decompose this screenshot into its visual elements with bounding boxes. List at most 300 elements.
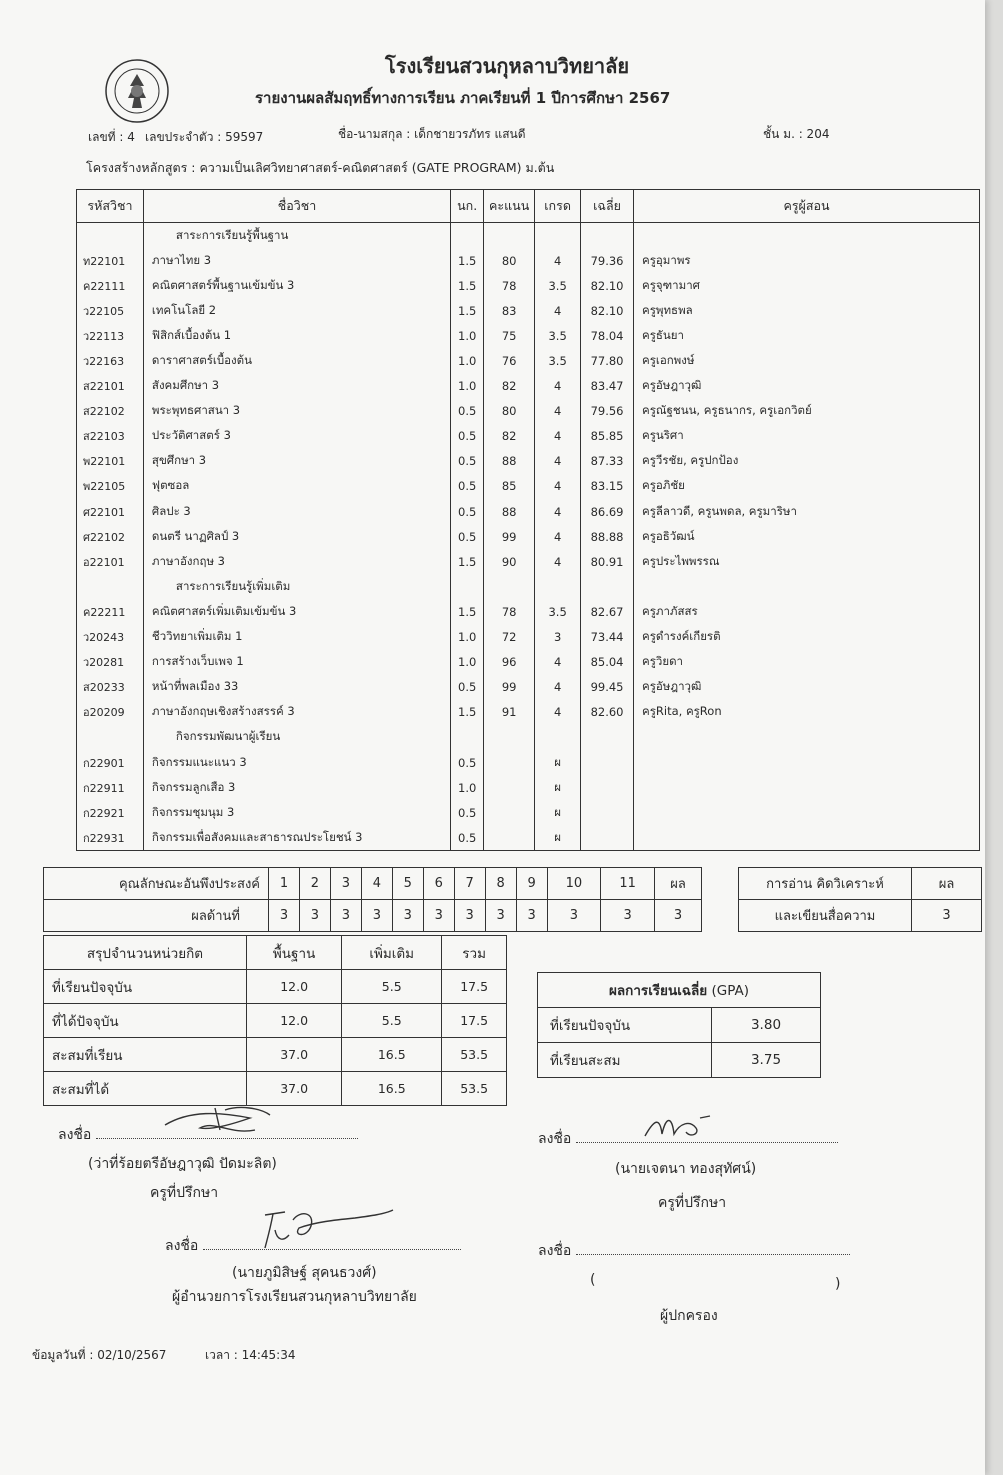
- subject-avg: 83.47: [581, 374, 634, 399]
- col-credit: นก.: [451, 190, 484, 223]
- subject-teacher: [634, 825, 980, 851]
- subject-score: 91: [484, 700, 535, 725]
- credit-value: 53.5: [442, 1038, 507, 1072]
- trait-result: 3: [361, 900, 392, 932]
- empty-cell: [77, 725, 144, 750]
- subject-row: [77, 424, 980, 449]
- student-number: เลขที่ : 4: [88, 130, 135, 144]
- signature-advisor2-icon: [640, 1108, 740, 1144]
- trait-result: 3: [330, 900, 361, 932]
- subject-code: อ20209: [77, 700, 144, 725]
- traits-overall: 3: [655, 900, 702, 932]
- subject-credit: 1.5: [451, 273, 484, 298]
- subject-score: [484, 750, 535, 775]
- empty-cell: [484, 725, 535, 750]
- credit-value: 17.5: [442, 970, 507, 1004]
- subject-avg: 82.60: [581, 700, 634, 725]
- subject-avg: 82.10: [581, 273, 634, 298]
- category-row: [77, 725, 980, 750]
- credit-value: 12.0: [247, 970, 342, 1004]
- category-row: [77, 223, 980, 249]
- gpa-title: [538, 973, 821, 1008]
- subject-teacher: ครูวิยดา: [634, 650, 980, 675]
- subject-credit: 1.0: [451, 348, 484, 373]
- col-teacher: ครูผู้สอน: [634, 190, 980, 223]
- subject-grade: 3: [535, 625, 581, 650]
- desired-traits-table: [43, 867, 702, 932]
- subject-row: [77, 650, 980, 675]
- subject-grade: 4: [535, 675, 581, 700]
- data-time: เวลา : 14:45:34: [205, 1348, 296, 1362]
- subject-code: ก22931: [77, 825, 144, 851]
- sign-label: ลงชื่อ: [538, 1243, 572, 1259]
- subject-credit: 0.5: [451, 424, 484, 449]
- subject-avg: 79.56: [581, 399, 634, 424]
- subject-credit: 1.0: [451, 650, 484, 675]
- subject-row: [77, 775, 980, 800]
- subject-grade: 4: [535, 474, 581, 499]
- traits-result-header: ผล: [655, 868, 702, 900]
- director-name: (นายภูมิสิษฐ์ สุคนธวงศ์): [232, 1265, 377, 1281]
- gpa-title-main: ผลการเรียนเฉลี่ย: [609, 983, 708, 999]
- subject-code: พ22105: [77, 474, 144, 499]
- subject-row: [77, 374, 980, 399]
- subject-credit: 0.5: [451, 800, 484, 825]
- trait-number: 7: [454, 868, 485, 900]
- empty-cell: [581, 223, 634, 249]
- credits-header-additional: เพิ่มเติม: [342, 936, 442, 970]
- credits-header-total: รวม: [442, 936, 507, 970]
- subject-avg: 85.04: [581, 650, 634, 675]
- empty-cell: [451, 223, 484, 249]
- reading-result: 3: [912, 900, 982, 932]
- subject-score: 78: [484, 273, 535, 298]
- subject-grade: 4: [535, 298, 581, 323]
- subject-score: 90: [484, 549, 535, 574]
- subject-score: 99: [484, 675, 535, 700]
- subject-score: [484, 825, 535, 851]
- credit-value: 16.5: [342, 1038, 442, 1072]
- trait-result: 3: [485, 900, 516, 932]
- empty-cell: [77, 223, 144, 249]
- subject-avg: 85.85: [581, 424, 634, 449]
- subject-code: ค22111: [77, 273, 144, 298]
- subject-teacher: ครูอัษฎาวุฒิ: [634, 675, 980, 700]
- subject-credit: 1.5: [451, 298, 484, 323]
- category-row: [77, 574, 980, 599]
- subject-score: 96: [484, 650, 535, 675]
- subject-avg: [581, 800, 634, 825]
- report-title: รายงานผลสัมฤทธิ์ทางการเรียน ภาคเรียนที่ 1 ปีการศึกษา 2567: [255, 89, 671, 107]
- traits-results-label: ผลด้านที่: [44, 900, 269, 932]
- director-role: ผู้อำนวยการโรงเรียนสวนกุหลาบวิทยาลัย: [172, 1289, 417, 1305]
- gpa-current-label: ที่เรียนปัจจุบัน: [538, 1008, 712, 1043]
- subject-name: ดาราศาสตร์เบื้องต้น: [143, 348, 450, 373]
- subject-name: กิจกรรมแนะแนว 3: [143, 750, 450, 775]
- subject-row: [77, 825, 980, 851]
- subject-teacher: ครูอธิวัฒน์: [634, 524, 980, 549]
- category-label: กิจกรรมพัฒนาผู้เรียน: [143, 725, 450, 750]
- reading-result-header: ผล: [912, 868, 982, 900]
- subject-name: ฟิสิกส์เบื้องต้น 1: [143, 323, 450, 348]
- advisor1-name: (ว่าที่ร้อยตรีอัษฎาวุฒิ ปัดมะลิต): [88, 1156, 277, 1172]
- empty-cell: [484, 223, 535, 249]
- school-name: โรงเรียนสวนกุหลาบวิทยาลัย: [385, 54, 630, 78]
- credit-row: [44, 970, 507, 1004]
- subject-score: 72: [484, 625, 535, 650]
- subject-score: 82: [484, 374, 535, 399]
- credit-value: 37.0: [247, 1072, 342, 1106]
- subject-teacher: [634, 800, 980, 825]
- gpa-cumulative-label: ที่เรียนสะสม: [538, 1043, 712, 1078]
- subject-grade: 4: [535, 248, 581, 273]
- subject-name: สุขศึกษา 3: [143, 449, 450, 474]
- subject-avg: [581, 825, 634, 851]
- subject-row: [77, 524, 980, 549]
- subject-grade: ผ: [535, 750, 581, 775]
- subject-row: [77, 549, 980, 574]
- subject-row: [77, 348, 980, 373]
- gpa-current-value: 3.80: [712, 1008, 821, 1043]
- subject-row: [77, 399, 980, 424]
- advisor1-role: ครูที่ปรึกษา: [150, 1185, 219, 1201]
- credit-value: 53.5: [442, 1072, 507, 1106]
- subject-teacher: ครูอัษฎาวุฒิ: [634, 374, 980, 399]
- subject-code: ส20233: [77, 675, 144, 700]
- subject-credit: 0.5: [451, 750, 484, 775]
- trait-result: 3: [392, 900, 423, 932]
- credit-row-label: ที่ได้ปัจจุบัน: [44, 1004, 247, 1038]
- trait-number: 5: [392, 868, 423, 900]
- subject-code: ศ22101: [77, 499, 144, 524]
- student-name: ชื่อ-นามสกุล : เด็กชายวรภัทร แสนดี: [338, 127, 526, 141]
- empty-cell: [581, 574, 634, 599]
- trait-result: 3: [547, 900, 601, 932]
- subject-code: ส22101: [77, 374, 144, 399]
- grades-table: [76, 189, 980, 851]
- subject-row: [77, 449, 980, 474]
- subject-row: [77, 273, 980, 298]
- subject-score: 75: [484, 323, 535, 348]
- trait-number: 9: [516, 868, 547, 900]
- subject-score: 80: [484, 248, 535, 273]
- subject-score: 80: [484, 399, 535, 424]
- subject-score: 88: [484, 449, 535, 474]
- subject-name: ประวัติศาสตร์ 3: [143, 424, 450, 449]
- credit-value: 5.5: [342, 1004, 442, 1038]
- gpa-cumulative-value: 3.75: [712, 1043, 821, 1078]
- col-subject: ชื่อวิชา: [143, 190, 450, 223]
- trait-number: 3: [330, 868, 361, 900]
- subject-credit: 1.5: [451, 700, 484, 725]
- subject-row: [77, 323, 980, 348]
- subject-grade: 4: [535, 424, 581, 449]
- subject-score: [484, 775, 535, 800]
- subject-grade: 3.5: [535, 323, 581, 348]
- subject-avg: 80.91: [581, 549, 634, 574]
- subject-row: [77, 700, 980, 725]
- subject-grade: 3.5: [535, 348, 581, 373]
- signature-advisor1-icon: [160, 1100, 280, 1140]
- subject-credit: 1.0: [451, 775, 484, 800]
- col-score: คะแนน: [484, 190, 535, 223]
- subject-name: พระพุทธศาสนา 3: [143, 399, 450, 424]
- subject-row: [77, 625, 980, 650]
- trait-result: 3: [516, 900, 547, 932]
- school-emblem-icon: [104, 58, 170, 124]
- credit-summary-table: [43, 935, 507, 1106]
- subject-name: ภาษาไทย 3: [143, 248, 450, 273]
- subject-teacher: ครูลีลาวดี, ครูนพดล, ครูมาริษา: [634, 499, 980, 524]
- trait-number: 4: [361, 868, 392, 900]
- subject-name: ดนตรี นาฏศิลป์ 3: [143, 524, 450, 549]
- empty-cell: [535, 574, 581, 599]
- col-average: เฉลี่ย: [581, 190, 634, 223]
- trait-result: 3: [299, 900, 330, 932]
- subject-credit: 0.5: [451, 474, 484, 499]
- trait-result: 3: [269, 900, 300, 932]
- parent-role: ผู้ปกครอง: [660, 1308, 718, 1324]
- subject-teacher: ครูวีรชัย, ครูปกป้อง: [634, 449, 980, 474]
- empty-cell: [484, 574, 535, 599]
- subject-grade: 4: [535, 549, 581, 574]
- subject-credit: 0.5: [451, 449, 484, 474]
- subject-name: กิจกรรมลูกเสือ 3: [143, 775, 450, 800]
- credits-header-label: สรุปจำนวนหน่วยกิต: [44, 936, 247, 970]
- subject-avg: 87.33: [581, 449, 634, 474]
- data-date: ข้อมูลวันที่ : 02/10/2567: [32, 1348, 167, 1362]
- advisor2-role: ครูที่ปรึกษา: [658, 1195, 727, 1211]
- parent-name-close: ): [835, 1276, 841, 1292]
- subject-code: ส22102: [77, 399, 144, 424]
- subject-name: คณิตศาสตร์พื้นฐานเข้มข้น 3: [143, 273, 450, 298]
- signature-line-parent: [538, 1240, 850, 1262]
- reading-label-2: และเขียนสื่อความ: [739, 900, 912, 932]
- subject-score: 78: [484, 599, 535, 624]
- sign-label: ลงชื่อ: [58, 1127, 92, 1143]
- credit-row: [44, 1004, 507, 1038]
- subject-teacher: ครูณัฐชนน, ครูธนากร, ครูเอกวิตย์: [634, 399, 980, 424]
- subject-credit: 0.5: [451, 499, 484, 524]
- subject-grade: ผ: [535, 825, 581, 851]
- empty-cell: [634, 725, 980, 750]
- subject-avg: [581, 750, 634, 775]
- subject-score: 82: [484, 424, 535, 449]
- subject-credit: 1.0: [451, 323, 484, 348]
- subject-score: [484, 800, 535, 825]
- subject-score: 88: [484, 499, 535, 524]
- sign-label: ลงชื่อ: [165, 1238, 199, 1254]
- subject-score: 83: [484, 298, 535, 323]
- trait-number: 1: [269, 868, 300, 900]
- subject-code: ก22901: [77, 750, 144, 775]
- subject-code: พ22101: [77, 449, 144, 474]
- subject-grade: 3.5: [535, 273, 581, 298]
- credits-header-basic: พื้นฐาน: [247, 936, 342, 970]
- subject-code: ศ22102: [77, 524, 144, 549]
- trait-number: 6: [423, 868, 454, 900]
- subject-avg: 83.15: [581, 474, 634, 499]
- signature-director-icon: [245, 1200, 395, 1252]
- empty-cell: [451, 725, 484, 750]
- class-level: ชั้น ม. : 204: [763, 127, 830, 141]
- subject-name: ศิลปะ 3: [143, 499, 450, 524]
- subject-score: 76: [484, 348, 535, 373]
- subject-avg: 78.04: [581, 323, 634, 348]
- credit-row-label: ที่เรียนปัจจุบัน: [44, 970, 247, 1004]
- empty-cell: [535, 725, 581, 750]
- col-code: รหัสวิชา: [77, 190, 144, 223]
- subject-teacher: ครูภาภัสสร: [634, 599, 980, 624]
- subject-name: ฟุตซอล: [143, 474, 450, 499]
- subject-code: ค22211: [77, 599, 144, 624]
- subject-name: กิจกรรมเพื่อสังคมและสาธารณประโยชน์ 3: [143, 825, 450, 851]
- subject-grade: 4: [535, 449, 581, 474]
- subject-avg: 77.80: [581, 348, 634, 373]
- trait-number: 8: [485, 868, 516, 900]
- subject-teacher: ครูนริศา: [634, 424, 980, 449]
- trait-result: 3: [423, 900, 454, 932]
- subject-name: เทคโนโลยี 2: [143, 298, 450, 323]
- empty-cell: [535, 223, 581, 249]
- subject-name: หน้าที่พลเมือง 33: [143, 675, 450, 700]
- subject-row: [77, 750, 980, 775]
- subject-grade: 3.5: [535, 599, 581, 624]
- trait-number: 10: [547, 868, 601, 900]
- subject-code: ว22105: [77, 298, 144, 323]
- subject-grade: ผ: [535, 775, 581, 800]
- subject-credit: 1.5: [451, 549, 484, 574]
- subject-row: [77, 298, 980, 323]
- subject-avg: 79.36: [581, 248, 634, 273]
- subject-name: คณิตศาสตร์เพิ่มเติมเข้มข้น 3: [143, 599, 450, 624]
- subject-avg: 82.67: [581, 599, 634, 624]
- empty-cell: [77, 574, 144, 599]
- empty-cell: [451, 574, 484, 599]
- empty-cell: [634, 223, 980, 249]
- trait-result: 3: [454, 900, 485, 932]
- subject-score: 85: [484, 474, 535, 499]
- subject-grade: ผ: [535, 800, 581, 825]
- gpa-title-suffix: (GPA): [711, 983, 749, 999]
- subject-name: กิจกรรมชุมนุม 3: [143, 800, 450, 825]
- category-label: สาระการเรียนรู้เพิ่มเติม: [143, 574, 450, 599]
- credit-value: 17.5: [442, 1004, 507, 1038]
- subject-credit: 0.5: [451, 825, 484, 851]
- credit-row: [44, 1038, 507, 1072]
- subject-name: ชีววิทยาเพิ่มเติม 1: [143, 625, 450, 650]
- subject-teacher: [634, 750, 980, 775]
- subject-teacher: ครูธันยา: [634, 323, 980, 348]
- subject-teacher: ครูอภิชัย: [634, 474, 980, 499]
- subject-teacher: ครูประไพพรรณ: [634, 549, 980, 574]
- subject-grade: 4: [535, 499, 581, 524]
- subject-avg: 86.69: [581, 499, 634, 524]
- subject-row: [77, 474, 980, 499]
- subject-teacher: ครูRita, ครูRon: [634, 700, 980, 725]
- advisor2-name: (นายเจตนา ทองสุทัศน์): [615, 1161, 757, 1177]
- credit-value: 5.5: [342, 970, 442, 1004]
- subject-score: 99: [484, 524, 535, 549]
- subject-avg: [581, 775, 634, 800]
- trait-result: 3: [601, 900, 655, 932]
- subject-row: [77, 499, 980, 524]
- subject-avg: 73.44: [581, 625, 634, 650]
- trait-number: 11: [601, 868, 655, 900]
- credit-row-label: สะสมที่เรียน: [44, 1038, 247, 1072]
- subject-code: ท22101: [77, 248, 144, 273]
- subject-credit: 1.5: [451, 599, 484, 624]
- empty-cell: [581, 725, 634, 750]
- subject-grade: 4: [535, 399, 581, 424]
- subject-credit: 1.0: [451, 374, 484, 399]
- subject-row: [77, 800, 980, 825]
- subject-teacher: ครูเอกพงษ์: [634, 348, 980, 373]
- subject-teacher: [634, 775, 980, 800]
- subject-name: ภาษาอังกฤษ 3: [143, 549, 450, 574]
- traits-label: คุณลักษณะอันพึงประสงค์: [44, 868, 269, 900]
- subject-code: ว22163: [77, 348, 144, 373]
- grades-header: [77, 190, 980, 223]
- subject-grade: 4: [535, 700, 581, 725]
- student-id: เลขประจำตัว : 59597: [145, 130, 264, 144]
- subject-row: [77, 248, 980, 273]
- trait-number: 2: [299, 868, 330, 900]
- subject-code: ว20281: [77, 650, 144, 675]
- subject-code: ส22103: [77, 424, 144, 449]
- category-label: สาระการเรียนรู้พื้นฐาน: [143, 223, 450, 249]
- credit-value: 12.0: [247, 1004, 342, 1038]
- curriculum: โครงสร้างหลักสูตร : ความเป็นเลิศวิทยาศาสตร์-คณิตศาสตร์ (GATE PROGRAM) ม.ต้น: [86, 160, 555, 175]
- subject-avg: 99.45: [581, 675, 634, 700]
- empty-cell: [634, 574, 980, 599]
- credit-value: 37.0: [247, 1038, 342, 1072]
- subject-teacher: ครูจุฑามาศ: [634, 273, 980, 298]
- subject-row: [77, 675, 980, 700]
- credit-value: 16.5: [342, 1072, 442, 1106]
- credit-row-label: สะสมที่ได้: [44, 1072, 247, 1106]
- col-grade: เกรด: [535, 190, 581, 223]
- subject-row: [77, 599, 980, 624]
- parent-name-open: (: [590, 1272, 596, 1288]
- subject-teacher: ครูอุมาพร: [634, 248, 980, 273]
- subject-name: ภาษาอังกฤษเชิงสร้างสรรค์ 3: [143, 700, 450, 725]
- subject-code: อ22101: [77, 549, 144, 574]
- subject-grade: 4: [535, 650, 581, 675]
- subject-code: ว20243: [77, 625, 144, 650]
- subject-name: การสร้างเว็บเพจ 1: [143, 650, 450, 675]
- reading-analysis-table: [738, 867, 982, 932]
- reading-label-1: การอ่าน คิดวิเคราะห์: [739, 868, 912, 900]
- subject-credit: 0.5: [451, 524, 484, 549]
- subject-credit: 1.5: [451, 248, 484, 273]
- subject-credit: 1.0: [451, 625, 484, 650]
- subject-teacher: ครูดำรงค์เกียรติ: [634, 625, 980, 650]
- gpa-table: [537, 972, 821, 1078]
- subject-avg: 88.88: [581, 524, 634, 549]
- subject-name: สังคมศึกษา 3: [143, 374, 450, 399]
- sign-label: ลงชื่อ: [538, 1131, 572, 1147]
- subject-credit: 0.5: [451, 399, 484, 424]
- subject-code: ว22113: [77, 323, 144, 348]
- subject-avg: 82.10: [581, 298, 634, 323]
- subject-code: ก22911: [77, 775, 144, 800]
- subject-grade: 4: [535, 524, 581, 549]
- subject-teacher: ครูพุทธพล: [634, 298, 980, 323]
- subject-code: ก22921: [77, 800, 144, 825]
- subject-grade: 4: [535, 374, 581, 399]
- signature-dots: [576, 1254, 850, 1255]
